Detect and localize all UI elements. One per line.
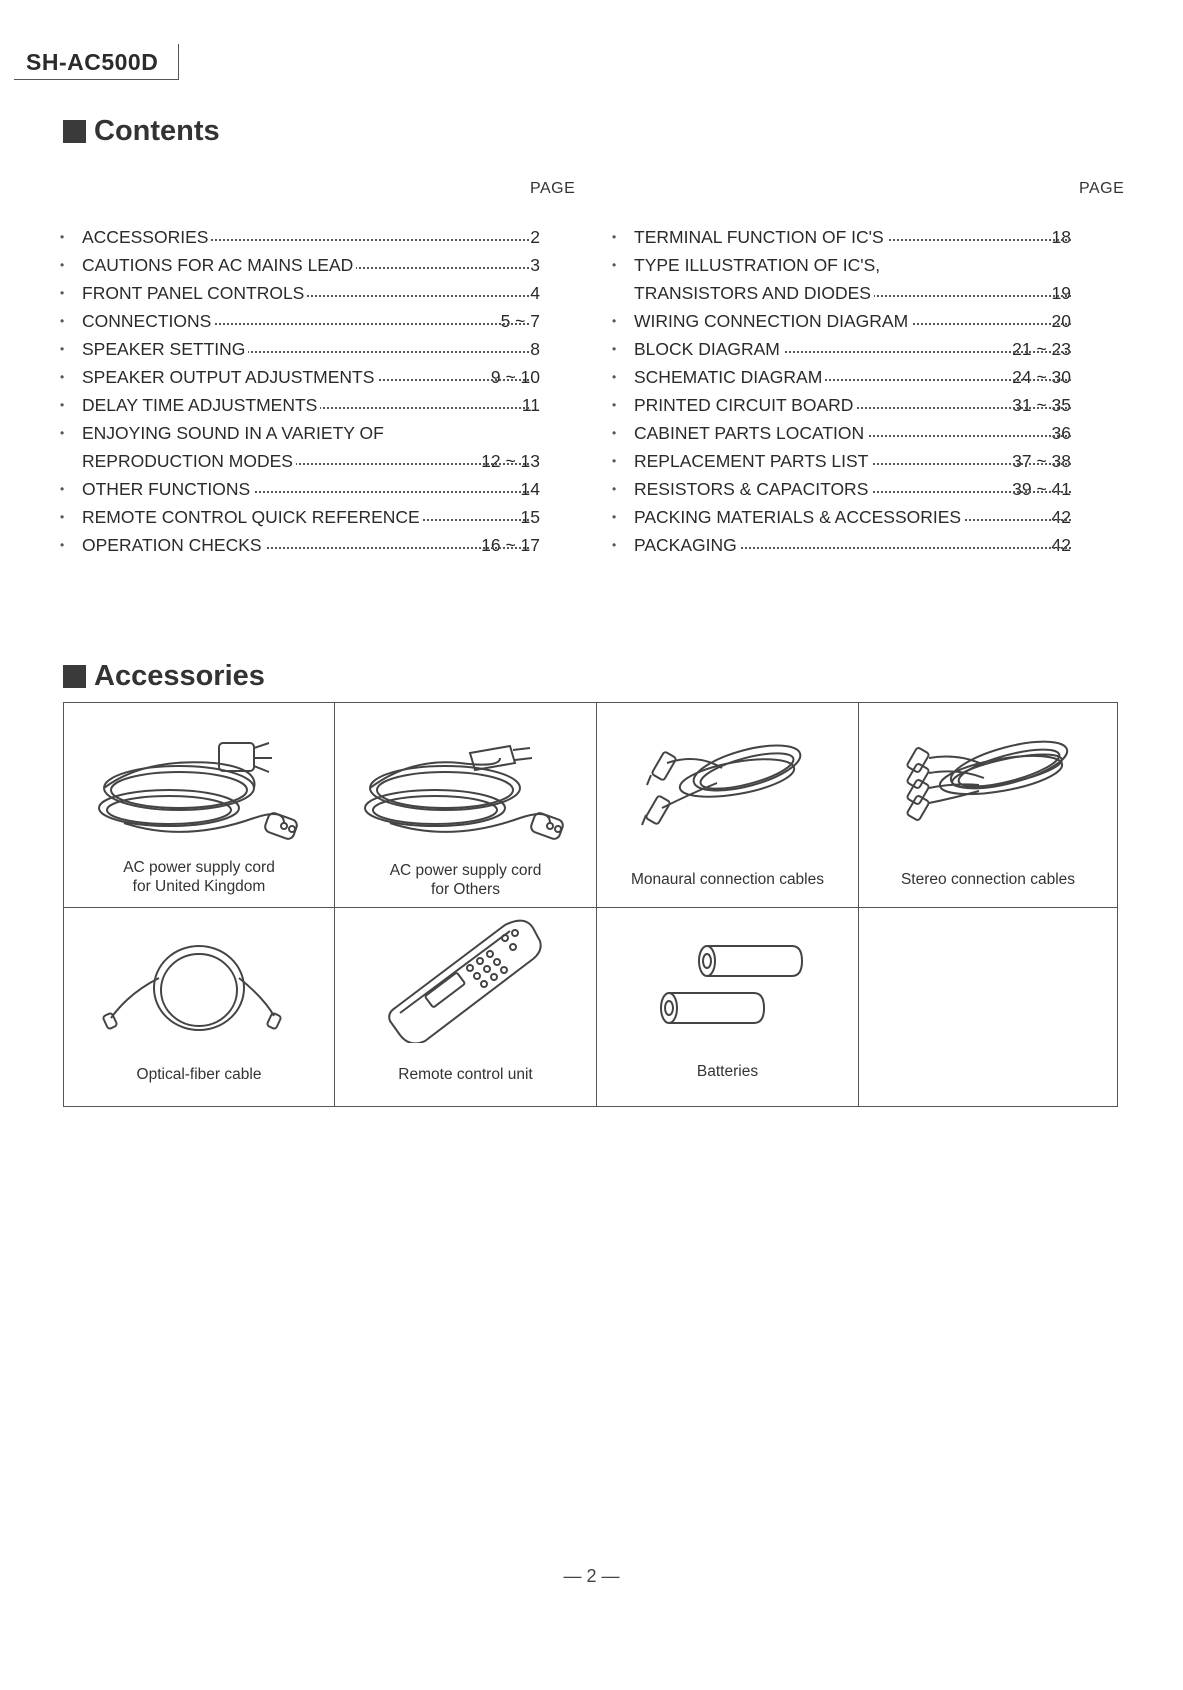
toc-bullet: • (612, 314, 617, 328)
toc-entry (612, 335, 1127, 363)
toc-entry-page: 42 (1051, 535, 1071, 555)
accessory-cell-remote (335, 908, 597, 1106)
toc-right-list (612, 223, 1127, 559)
toc-entry-label: CAUTIONS FOR AC MAINS LEAD (82, 251, 356, 279)
toc-entry-label: REPRODUCTION MODES (82, 447, 296, 475)
toc-entry (60, 251, 575, 279)
accessory-cell-monaural (597, 703, 859, 908)
toc-entry (612, 419, 1127, 447)
toc-entry (612, 447, 1127, 475)
ac-power-cord-uk-icon (84, 728, 314, 848)
toc-entry-page: 31 ~ 35 (1012, 395, 1071, 415)
model-header (14, 44, 179, 80)
toc-bullet: • (60, 258, 65, 272)
accessories-title: Accessories (94, 660, 265, 692)
toc-entry-page: 19 (1051, 283, 1071, 303)
toc-bullet: • (612, 426, 617, 440)
section-square-icon (63, 120, 86, 143)
toc-entry-page: 2 (530, 227, 540, 247)
toc-entry-page: 8 (530, 339, 540, 359)
accessories-table (63, 702, 1118, 1107)
toc-entry (60, 475, 575, 503)
model-number: SH-AC500D (26, 49, 159, 75)
toc-bullet: • (612, 230, 617, 244)
toc-entry (612, 223, 1127, 251)
toc-entry-page: 5 ~ 7 (500, 311, 540, 331)
contents-title: Contents (94, 115, 220, 147)
accessory-cell-batteries (597, 908, 859, 1106)
toc-entry-page: 14 (520, 479, 540, 499)
toc-entry-page: 39 ~ 41 (1012, 479, 1071, 499)
toc-entry-page: 37 ~ 38 (1012, 451, 1071, 471)
toc-entry-label: OTHER FUNCTIONS (82, 475, 253, 503)
toc-entry (612, 279, 1127, 307)
toc-entry (60, 279, 575, 307)
toc-entry-label: DELAY TIME ADJUSTMENTS (82, 391, 320, 419)
toc-bullet: • (60, 482, 65, 496)
page-column-heading: PAGE (1079, 180, 1125, 197)
toc-entry-label: SPEAKER OUTPUT ADJUSTMENTS (82, 363, 377, 391)
toc-entry-page: 3 (530, 255, 540, 275)
accessory-cell-uk-cord (64, 703, 335, 908)
accessory-cell-empty (859, 908, 1117, 1106)
accessory-label: AC power supply cord for United Kingdom (123, 859, 275, 895)
toc-entry (612, 475, 1127, 503)
toc-entry-label: PACKAGING (634, 531, 740, 559)
toc-entry (60, 447, 575, 475)
toc-entry-page: 12 ~ 13 (481, 451, 540, 471)
toc-bullet: • (60, 342, 65, 356)
toc-left-list (60, 223, 575, 559)
accessory-label: Remote control unit (398, 1066, 533, 1083)
toc-entry-label: TYPE ILLUSTRATION OF IC'S, (634, 251, 883, 279)
toc-entry-label: FRONT PANEL CONTROLS (82, 279, 307, 307)
toc-entry-label: REPLACEMENT PARTS LIST (634, 447, 871, 475)
accessory-label: Monaural connection cables (630, 871, 824, 888)
accessory-label: Optical-fiber cable (136, 1066, 262, 1083)
stereo-cable-icon (889, 723, 1089, 833)
remote-control-icon (385, 913, 545, 1043)
toc-entry (60, 307, 575, 335)
toc-entry (612, 307, 1127, 335)
toc-entry-label: SCHEMATIC DIAGRAM (634, 363, 825, 391)
toc-entry (60, 419, 575, 447)
toc-bullet: • (60, 286, 65, 300)
accessory-cell-stereo (859, 703, 1117, 908)
toc-bullet: • (612, 454, 617, 468)
toc-entry-page: 20 (1051, 311, 1071, 331)
ac-power-cord-others-icon (350, 728, 580, 848)
page-number: — 2 — (563, 1566, 620, 1586)
toc-entry-label: ACCESSORIES (82, 223, 211, 251)
toc-entry-label: WIRING CONNECTION DIAGRAM (634, 307, 911, 335)
toc-bullet: • (60, 538, 65, 552)
contents-heading (63, 115, 220, 148)
toc-bullet: • (612, 258, 617, 272)
toc-bullet: • (60, 314, 65, 328)
toc-entry-page: 9 ~ 10 (490, 367, 540, 387)
accessory-cell-optical (64, 908, 335, 1106)
toc-bullet: • (612, 510, 617, 524)
toc-entry-label: REMOTE CONTROL QUICK REFERENCE (82, 503, 423, 531)
toc-entry-label: TERMINAL FUNCTION OF IC'S (634, 223, 887, 251)
accessory-cell-others-cord (335, 703, 597, 908)
toc-entry-page: 15 (520, 507, 540, 527)
toc-bullet: • (612, 538, 617, 552)
toc-entry (612, 251, 1127, 279)
optical-fiber-cable-icon (99, 938, 299, 1048)
toc-entry-label: CONNECTIONS (82, 307, 214, 335)
toc-bullet: • (60, 426, 65, 440)
toc-bullet: • (612, 370, 617, 384)
toc-entry-label: SPEAKER SETTING (82, 335, 248, 363)
section-square-icon (63, 665, 86, 688)
accessory-label: Stereo connection cables (900, 871, 1076, 888)
toc-entry-page: 11 (521, 395, 540, 415)
toc-entry (612, 363, 1127, 391)
toc-entry (60, 391, 575, 419)
toc-bullet: • (60, 370, 65, 384)
monaural-cable-icon (637, 723, 817, 833)
toc-entry-page: 4 (530, 283, 540, 303)
toc-entry-page: 36 (1051, 423, 1071, 443)
toc-entry-label: CABINET PARTS LOCATION (634, 419, 867, 447)
toc-bullet: • (612, 398, 617, 412)
toc-entry-page: 24 ~ 30 (1012, 367, 1071, 387)
toc-entry-page: 18 (1051, 227, 1071, 247)
toc-entry (612, 503, 1127, 531)
toc-entry (60, 531, 575, 559)
batteries-icon (657, 938, 807, 1038)
toc-bullet: • (612, 342, 617, 356)
toc-entry-page: 21 ~ 23 (1012, 339, 1071, 359)
accessory-label: AC power supply cord for Others (389, 862, 542, 898)
toc-entry-label: TRANSISTORS AND DIODES (634, 279, 874, 307)
toc-bullet: • (60, 398, 65, 412)
toc-entry (612, 391, 1127, 419)
toc-bullet: • (612, 482, 617, 496)
toc-entry-label: PRINTED CIRCUIT BOARD (634, 391, 856, 419)
accessories-heading (63, 660, 265, 693)
toc-bullet: • (60, 230, 65, 244)
toc-bullet: • (60, 510, 65, 524)
toc-entry (60, 503, 575, 531)
toc-entry (60, 223, 575, 251)
toc-entry-label: OPERATION CHECKS (82, 531, 265, 559)
toc-entry-label: ENJOYING SOUND IN A VARIETY OF (82, 419, 387, 447)
toc-entry-label: RESISTORS & CAPACITORS (634, 475, 871, 503)
toc-entry (60, 335, 575, 363)
accessory-label: Batteries (696, 1063, 759, 1080)
page-column-heading: PAGE (530, 180, 576, 197)
toc-entry-label: BLOCK DIAGRAM (634, 335, 783, 363)
toc-entry-page: 42 (1051, 507, 1071, 527)
toc-entry (60, 363, 575, 391)
toc-entry-page: 16 ~ 17 (481, 535, 540, 555)
toc-entry (612, 531, 1127, 559)
toc-entry-label: PACKING MATERIALS & ACCESSORIES (634, 503, 964, 531)
